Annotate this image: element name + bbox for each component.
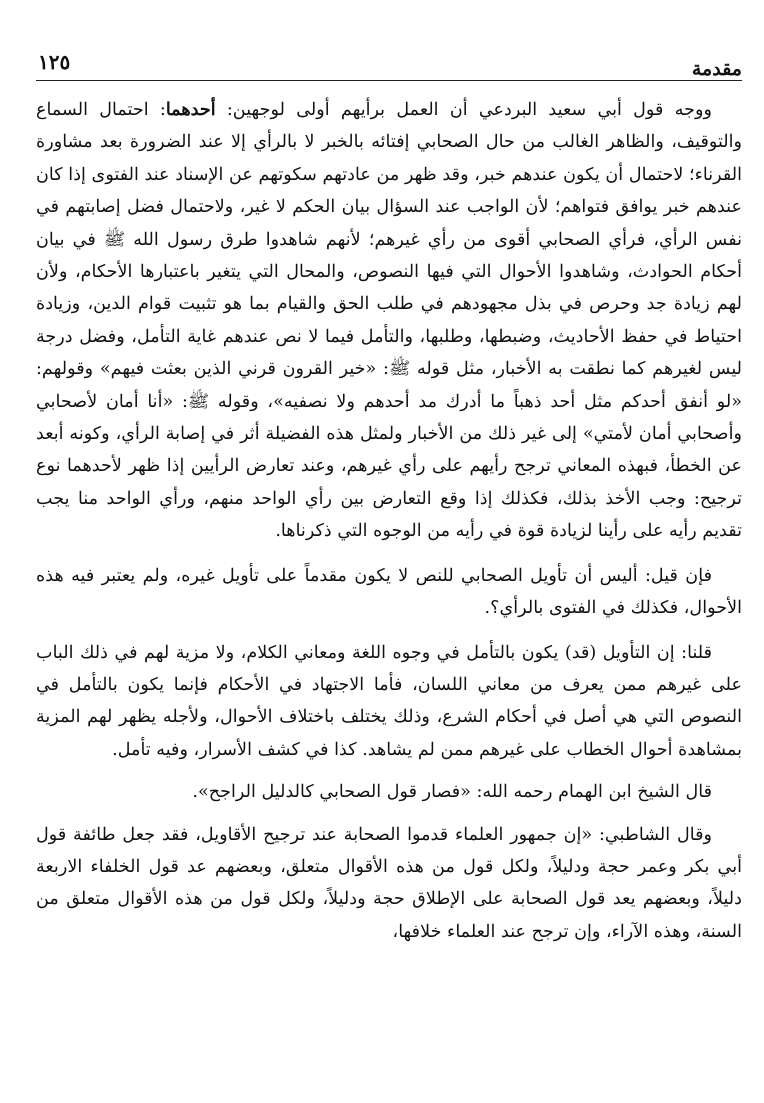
page-number: ١٢٥ bbox=[38, 50, 71, 74]
paragraph-ibn-al-humam: قال الشيخ ابن الهمام رحمه الله: «فصار قول الصحابي كالدليل الراجح». bbox=[192, 782, 712, 803]
paragraph-objection: فإن قيل: أليس أن تأويل الصحابي للنص لا يكون مقدماً على تأويل غيره، ولم يعتبر فيه هذه الأحوال، فكذلك في الفتوى بالرأي؟. bbox=[36, 565, 742, 619]
running-title: مقدمة bbox=[691, 58, 742, 80]
page-header bbox=[36, 44, 742, 81]
paragraph-1-body: : احتمال السماع والتوقيف، والظاهر الغالب من حال الصحابي إفتائه بالخبر لا بالرأي إلا عند الضرورة بعد مشاورة القرناء؛ لاحتمال أن يكون عندهم خبر، وقد ظهر من عادتهم سكوتهم عن الإسناد عند الفتوى إذا كان عندهم خبر يوافق فتواهم؛ لأن الواجب عند السؤال بيان الحكم لا غير، ولاحتمال فضل إصابتهم في نفس الرأي، فرأي الصحابي أقوى من رأي غيرهم؛ لأنهم شاهدوا طرق رسول الله ﷺ في بيان أحكام الحوادث، وشاهدوا الأحوال التي فيها النصوص، والمحال التي يتغير باعتبارها الأحكام، ولأن لهم زيادة جد وحرص في بذل مجهودهم في طلب الحق والقيام بما هو تثبيت قوام الدين، وزيادة احتياط في حفظ الأحاديث، وضبطها، وطلبها، والتأمل فيما لا نص عندهم غاية التأمل، وفضل درجة ليس لغيرهم كما نطقت به الأخبار، مثل قوله ﷺ: «خير القرون قرني الذين بعثت فيهم» وقولهم: «لو أنفق أحدكم مثل أحد ذهباً ما أدرك مد أحدهم ولا نصفيه»، وقوله ﷺ: «أنا أمان لأصحابي وأصحابي أمان لأمتي» إلى غير ذلك من الأخبار ولمثل هذه الفضيلة أثر في إصابة الرأي، وكونه أبعد عن الخطأ، فبهذه المعاني ترجح رأيهم على رأي غيرهم، وعند تعارض الرأيين إذا ظهر لأحدهما نوع ترجيح: وجب الأخذ بذلك، فكذلك إذا وقع التعارض بين رأي الواحد منهم، ورأي الواحد منا يجب تقديم رأيه على رأينا لزيادة قوة في رأيه من الوجوه التي ذكرناها. bbox=[36, 100, 742, 542]
first-reason-keyword: أحدهما bbox=[165, 99, 216, 120]
paragraph-1-lead: ووجه قول أبي سعيد البردعي أن العمل برأيهم أولى لوجهين: bbox=[215, 100, 712, 120]
paragraph-abu-said-bardai bbox=[36, 94, 742, 548]
page-body bbox=[36, 94, 742, 948]
paragraph-shatibi: وقال الشاطبي: «إن جمهور العلماء قدموا الصحابة عند ترجيح الأقاويل، فقد جعل طائفة قول أبي بكر وعمر حجة ودليلاً، ولكل قول من هذه الأقوال متعلق، وبعضهم عد قول الخلفاء الاربعة دليلاً، وبعضهم يعد قول الصحابة على الإطلاق حجة ودليلاً، ولكل قول من هذه الأقوال متعلق من السنة، وهذه الآراء، وإن ترجح عند العلماء خلافها، bbox=[36, 824, 742, 942]
paragraph-reply: قلنا: إن التأويل (قد) يكون بالتأمل في وجوه اللغة ومعاني الكلام، ولا مزية لهم في ذلك الباب على غيرهم ممن يعرف من معاني اللسان، فأما الاجتهاد في الأحكام فإنما يكون بالتأمل في النصوص التي هي أصل في أحكام الشرع، وذلك يختلف باختلاف الأحوال، ولأجله يظهر لهم المزية بمشاهدة أحوال الخطاب على غيرهم ممن لم يشاهد. كذا في كشف الأسرار، وفيه تأمل. bbox=[36, 642, 742, 760]
book-page bbox=[36, 0, 742, 1103]
